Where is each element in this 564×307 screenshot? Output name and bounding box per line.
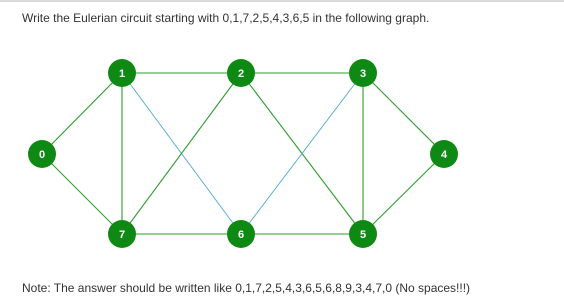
graph-nodes — [28, 59, 458, 248]
graph-edges — [42, 73, 444, 234]
node-5 — [349, 220, 377, 248]
edge-0-1 — [42, 73, 122, 154]
node-label: 0 — [38, 149, 46, 161]
node-1 — [108, 59, 136, 87]
node-6 — [227, 220, 255, 248]
node-7 — [108, 220, 136, 248]
node-label: 2 — [237, 68, 245, 80]
node-0 — [28, 140, 56, 168]
node-label: 6 — [237, 229, 245, 241]
node-label: 7 — [118, 229, 126, 241]
node-4 — [430, 140, 458, 168]
node-3 — [349, 59, 377, 87]
node-2 — [227, 59, 255, 87]
node-label: 5 — [359, 229, 367, 241]
node-label: 3 — [359, 68, 367, 80]
node-label: 4 — [440, 149, 448, 161]
answer-format-note: Note: The answer should be written like 0,1,7,2,5,4,3,6,5,6,8,9,3,4,7,0 (No spaces!!!) — [22, 281, 471, 295]
edge-0-7 — [42, 154, 122, 234]
node-label: 1 — [118, 68, 126, 80]
edge-3-4 — [363, 73, 444, 154]
question-text: Write the Eulerian circuit starting with 0,1,7,2,5,4,3,6,5 in the following graph. — [22, 11, 430, 25]
edge-4-5 — [363, 154, 444, 234]
